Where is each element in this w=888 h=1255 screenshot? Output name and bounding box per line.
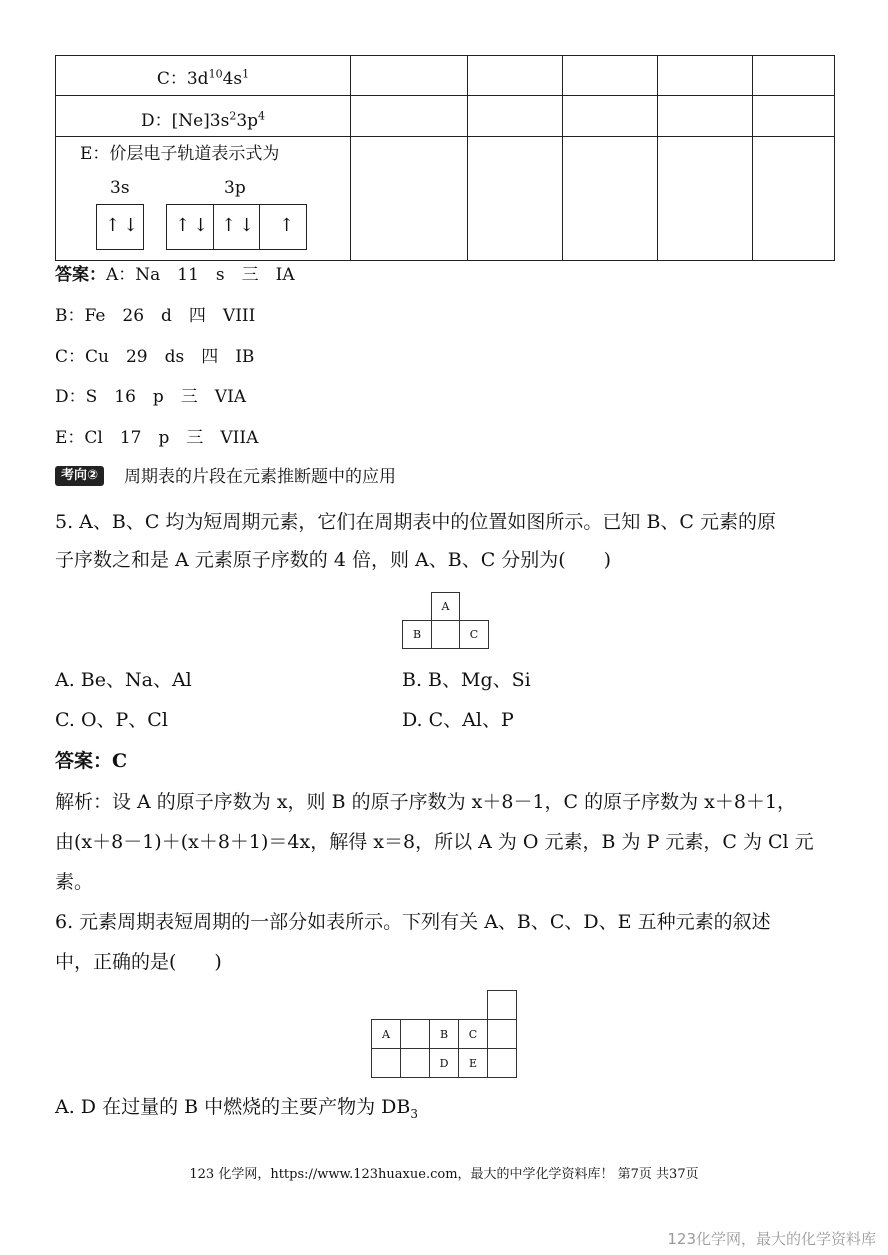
q5-answer: 答案：C: [55, 750, 128, 772]
spin-down-icon: ↓: [239, 215, 255, 236]
orbital-3p-label: 3p: [224, 178, 246, 198]
answer-1-line-b: B：Fe 26 d 四 VIII: [55, 306, 256, 326]
spin-up-icon: ↑: [175, 215, 191, 236]
section-title: 周期表的片段在元素推断题中的应用: [124, 467, 396, 487]
q6-option-a: A. D 在过量的 B 中燃烧的主要产物为 $DB_3$: [55, 1096, 418, 1121]
q6-cell-empty: [487, 1048, 517, 1078]
q5-analysis-line3: 素。: [55, 871, 94, 893]
orbital-3s-label: 3s: [110, 178, 130, 198]
element-table: [55, 55, 835, 261]
table-row-c-config: C：$3d^{10}4s^1$: [56, 56, 351, 96]
watermark: 123化学网，最大的化学资料库: [667, 1230, 876, 1248]
q5-analysis-line2: 由(x＋8－1)＋(x＋8＋1)＝4x，解得 x＝8，所以 A 为 O 元素，B 为 P 元素，C 为 Cl 元: [55, 831, 814, 853]
q5-cell-c: C: [459, 620, 489, 649]
q5-option-c: C. O、P、Cl: [55, 709, 168, 731]
orbital-3p-box: [166, 204, 307, 250]
q5-analysis-line1: 解析：设 A 的原子序数为 x，则 B 的原子序数为 x＋8－1，C 的原子序数为 x＋8＋1，: [55, 791, 797, 813]
q6-cell-e: E: [458, 1048, 488, 1078]
q6-cell-empty: [487, 990, 517, 1020]
table-row-e-config: E：价层电子轨道表示式为 3s 3p ↑ ↓ ↑ ↓ ↑ ↓ ↑: [56, 137, 351, 261]
spin-down-icon: ↓: [193, 215, 209, 236]
q6-cell-d: D: [429, 1048, 459, 1078]
table-row-d-config: D：$[Ne]3s^23p^4$: [56, 96, 351, 137]
spin-up-icon: ↑: [105, 215, 121, 236]
q6-stem-line2: 中，正确的是( ): [55, 951, 222, 973]
q6-cell-c: C: [458, 1019, 488, 1049]
q5-cell-empty: [431, 620, 460, 649]
spin-up-icon: ↑: [279, 215, 295, 236]
q5-cell-a: A: [431, 592, 460, 621]
q6-cell-empty: [400, 1019, 430, 1049]
q6-stem-line1: 6. 元素周期表短周期的一部分如表所示。下列有关 A、B、C、D、E 五种元素的叙述: [55, 911, 771, 933]
q6-cell-a: A: [371, 1019, 401, 1049]
spin-down-icon: ↓: [123, 215, 139, 236]
spin-up-icon: ↑: [221, 215, 237, 236]
q5-stem-line1: 5. A、B、C 均为短周期元素，它们在周期表中的位置如图所示。已知 B、C 元素的原: [55, 511, 777, 533]
q5-option-d: D. C、Al、P: [402, 709, 514, 731]
q5-stem-line2: 子序数之和是 A 元素原子序数的 4 倍，则 A、B、C 分别为( ): [55, 549, 612, 571]
answer-1-line-e: E：Cl 17 p 三 VIIA: [55, 428, 259, 448]
answer-1-line-d: D：S 16 p 三 VIA: [55, 387, 247, 407]
q6-cell-empty: [400, 1048, 430, 1078]
q6-cell-b: B: [429, 1019, 459, 1049]
q5-cell-b: B: [402, 620, 432, 649]
answer-1-line-a: 答案：A：Na 11 s 三 IA: [55, 265, 295, 285]
answer-1-line-c: C：Cu 29 ds 四 IB: [55, 347, 255, 367]
section-badge: 考向②: [55, 466, 104, 486]
q6-cell-empty: [487, 1019, 517, 1049]
q5-option-b: B. B、Mg、Si: [402, 669, 531, 691]
page-footer: 123 化学网，https://www.123huaxue.com，最大的中学化学资料库！ 第7页 共37页: [189, 1167, 699, 1182]
q5-option-a: A. Be、Na、Al: [55, 669, 192, 691]
q6-cell-empty: [371, 1048, 401, 1078]
orbital-3s-box: [96, 204, 144, 250]
